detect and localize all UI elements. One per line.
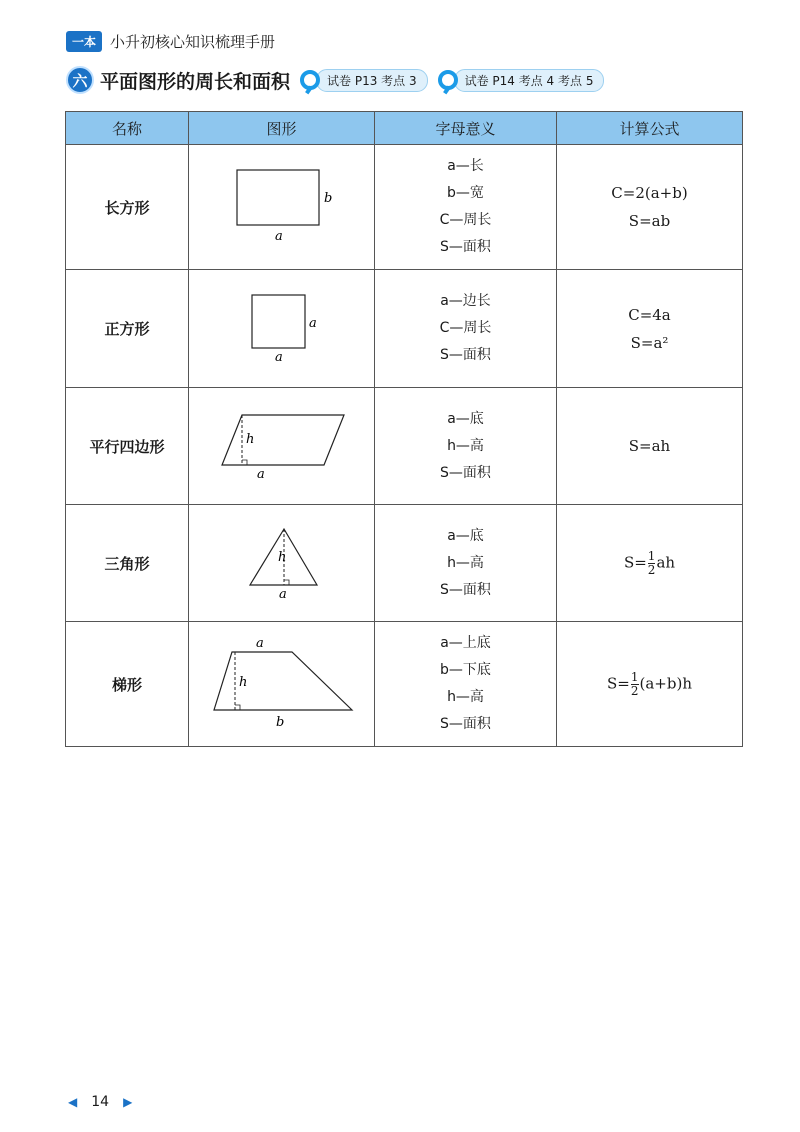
formula-cell: S= $\frac{1}{2}$ ah: [557, 505, 743, 622]
fraction: $\frac{1}{2}$: [647, 548, 656, 577]
letter-meanings: a—边长 C—周长 S—面积: [375, 270, 557, 388]
trapezoid-figure: [202, 632, 362, 732]
formula-cell: S= $\frac{1}{2}$ (a+b)h: [557, 622, 743, 747]
svg-text:b: b: [275, 715, 284, 730]
shape-name: 平行四边形: [66, 388, 189, 505]
svg-text:a: a: [278, 587, 287, 601]
letter-meanings: a—底 h—高 S—面积: [375, 388, 557, 505]
section-title: 平面图形的周长和面积: [100, 70, 291, 93]
letter-meanings: a—上底 b—下底 h—高 S—面积: [375, 622, 557, 747]
svg-text:a: a: [274, 349, 283, 365]
magnifier-icon: [300, 70, 320, 90]
book-title: 小升初核心知识梳理手册: [110, 32, 276, 51]
shape-name: 正方形: [66, 270, 189, 388]
letter-meanings: a—底 h—高 S—面积: [375, 505, 557, 622]
parallelogram-figure: [212, 405, 352, 483]
top-bar: [66, 30, 275, 52]
table-row: [66, 388, 743, 505]
svg-text:h: h: [245, 432, 254, 447]
shape-name: 梯形: [66, 622, 189, 747]
column-header: 图形: [189, 112, 375, 145]
table-row: [66, 622, 743, 747]
prev-page-icon[interactable]: ◀: [68, 1095, 78, 1109]
next-page-icon[interactable]: ▶: [123, 1095, 133, 1109]
page-footer: [68, 1094, 132, 1110]
table-row: [66, 505, 743, 622]
brand-logo: 一本: [66, 31, 102, 52]
fraction: $\frac{1}{2}$: [630, 669, 639, 698]
column-header: 字母意义: [375, 112, 557, 145]
page-number: 14: [91, 1094, 110, 1110]
shape-figure: [189, 145, 375, 270]
section-number-badge: 六: [66, 66, 94, 94]
reference-tag: [300, 69, 428, 92]
table-row: [66, 145, 743, 270]
section-header: [66, 66, 614, 94]
column-header: 名称: [66, 112, 189, 145]
svg-text:h: h: [238, 675, 247, 690]
svg-text:a: a: [256, 467, 265, 482]
svg-text:a: a: [255, 636, 264, 651]
formula-cell: C=4a S=a²: [557, 270, 743, 388]
svg-text:a: a: [308, 315, 317, 331]
formula-cell: C=2(a+b) S=ab: [557, 145, 743, 270]
table-header-row: [66, 112, 743, 145]
rectangle-figure: [212, 160, 352, 250]
reference-tag-text: 试卷 P13 考点 3: [316, 69, 428, 92]
shape-figure: [189, 270, 375, 388]
shape-figure: [189, 505, 375, 622]
triangle-figure: [212, 521, 352, 601]
table-row: [66, 270, 743, 388]
svg-text:h: h: [277, 550, 286, 565]
formula-cell: S=ah: [557, 388, 743, 505]
shape-figure: [189, 388, 375, 505]
square-figure: [212, 287, 352, 367]
shape-name: 三角形: [66, 505, 189, 622]
shape-name: 长方形: [66, 145, 189, 270]
formula-table: [65, 111, 743, 747]
column-header: 计算公式: [557, 112, 743, 145]
reference-tag: [438, 69, 605, 92]
letter-meanings: a—长 b—宽 C—周长 S—面积: [375, 145, 557, 270]
magnifier-icon: [438, 70, 458, 90]
svg-text:b: b: [323, 191, 332, 206]
shape-figure: [189, 622, 375, 747]
reference-tag-text: 试卷 P14 考点 4 考点 5: [454, 69, 605, 92]
svg-text:a: a: [274, 229, 283, 244]
